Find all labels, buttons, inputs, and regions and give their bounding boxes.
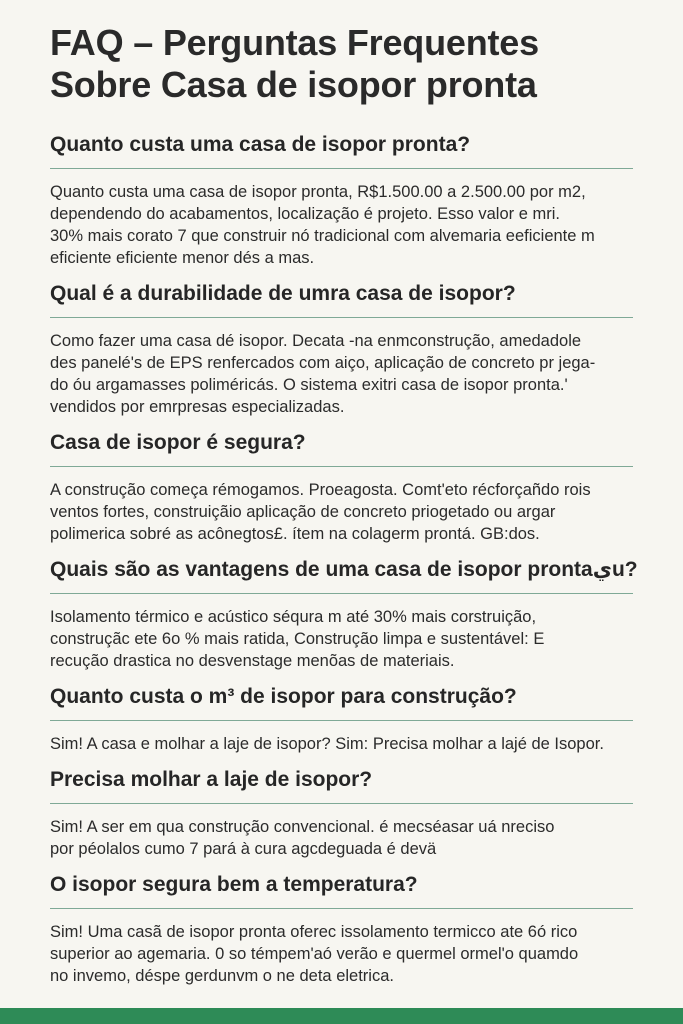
faq-answer-line: eficiente eficiente menor dés a mas. xyxy=(50,249,315,267)
faq-question: Precisa molhar a laje de isopor? xyxy=(50,767,633,804)
faq-answer-line: Como fazer uma casa dé isopor. Decata -na enmconstrução, amedadole xyxy=(50,332,582,350)
faq-answer-line: no invemo, déspe gerdunvm o ne deta eletrica. xyxy=(50,967,394,985)
faq-answer-line: Quanto custa uma casa de isopor pronta, R$1.500.00 a 2.500.00 por m2, xyxy=(50,183,586,201)
faq-answer-line: 30% mais corato 7 que construir nó tradicional com alvemaria eeficiente m xyxy=(50,227,595,245)
faq-answer-line: do óu argamasses poliméricás. O sistema exitri casa de isopor pronta.' xyxy=(50,376,568,394)
faq-item xyxy=(50,430,633,545)
faq-answer-line: vendidos por emrpresas especializadas. xyxy=(50,398,345,416)
faq-answer-line: Sim! Uma casã de isopor pronta oferec issolamento termicco ate 6ó rico xyxy=(50,923,578,941)
faq-answer xyxy=(50,479,633,545)
faq-answer-line: polimerica sobré as acônegtos£. ítem na colagerm prontá. GB:dos. xyxy=(50,525,540,543)
faq-answer-line: A construção começa rémogamos. Proeagosta. Comt'eto récforçañdo rois xyxy=(50,481,591,499)
faq-answer xyxy=(50,816,633,860)
faq-item xyxy=(50,684,633,755)
faq-item xyxy=(50,281,633,418)
faq-answer-line: superior ao agemaria. 0 so témpem'aó verão e quermel ormel'o quamdo xyxy=(50,945,579,963)
faq-answer-line: des panelé's de EPS renfercados com aiço, aplicação de concreto pr jega- xyxy=(50,354,596,372)
faq-question: Quais são as vantagens de uma casa de isopor prontaيu? xyxy=(50,557,633,594)
faq-answer-line: recução drastica no desvenstage menõas de materiais. xyxy=(50,652,455,670)
faq-answer-line: por péolalos cumo 7 pará à cura agcdeguada é devä xyxy=(50,840,437,858)
faq-answer-line: construçãc ete 6o % mais ratida, Construção limpa e sustentável: E xyxy=(50,630,545,648)
footer-bar xyxy=(0,1008,683,1024)
faq-answer-line: dependendo do acabamentos, localização é projeto. Esso valor e mri. xyxy=(50,205,560,223)
page-title xyxy=(50,22,633,106)
faq-question: Quanto custa o m³ de isopor para construção? xyxy=(50,684,633,721)
faq-item xyxy=(50,557,638,672)
page-title-line: FAQ – Perguntas Frequentes xyxy=(50,22,539,63)
faq-answer xyxy=(50,606,633,672)
page-title-line: Sobre Casa de isopor pronta xyxy=(50,64,537,105)
faq-answer xyxy=(50,330,633,418)
faq-answer xyxy=(50,733,633,755)
faq-answer xyxy=(50,181,633,269)
faq-answer-line: Sim! A casa e molhar a laje de isopor? Sim: Precisa molhar a lajé de Isopor. xyxy=(50,735,604,753)
faq-question: Qual é a durabilidade de umra casa de isopor? xyxy=(50,281,633,318)
faq-answer xyxy=(50,921,633,987)
faq-answer-line: ventos fortes, construiçãio aplicação de concreto priogetado ou argar xyxy=(50,503,556,521)
faq-item xyxy=(50,872,633,987)
faq-item xyxy=(50,767,633,860)
faq-answer-line: Sim! A ser em qua construção convencional. é mecséasar uá nreciso xyxy=(50,818,555,836)
faq-item xyxy=(50,132,633,269)
faq-answer-line: Isolamento térmico e acústico séqura m até 30% mais corstruição, xyxy=(50,608,537,626)
faq-question: Quanto custa uma casa de isopor pronta? xyxy=(50,132,633,169)
faq-question: O isopor segura bem a temperatura? xyxy=(50,872,633,909)
faq-question: Casa de isopor é segura? xyxy=(50,430,633,467)
faq-list xyxy=(50,132,638,987)
